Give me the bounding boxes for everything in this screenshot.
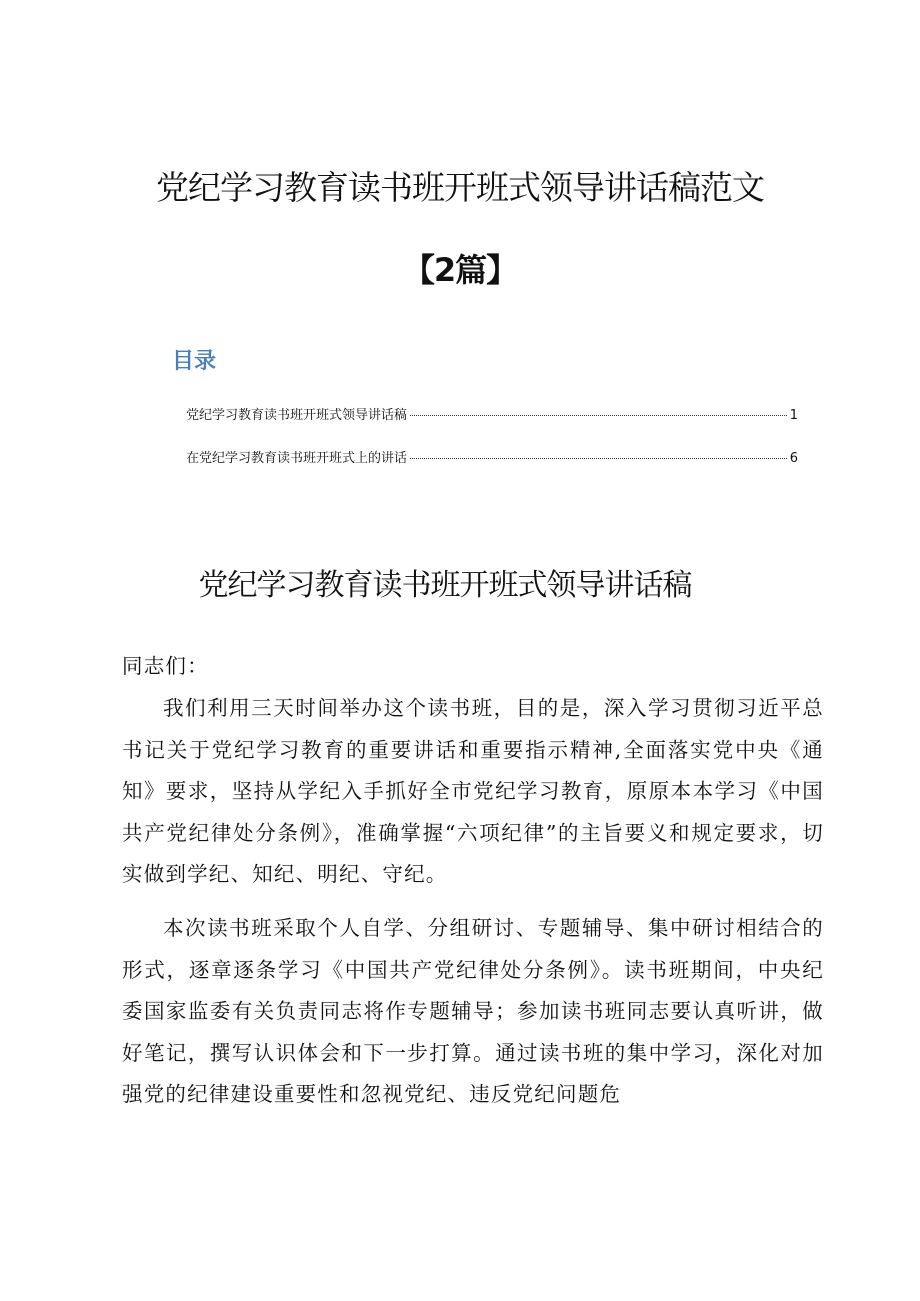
salutation: 同志们：	[122, 654, 209, 678]
toc-entry[interactable]	[186, 404, 798, 423]
section-title: 党纪学习教育读书班开班式领导讲话稿	[198, 568, 692, 603]
toc-heading: 目录	[172, 349, 217, 374]
toc-dot-leader	[410, 458, 787, 459]
document-title-count: 【2篇】	[402, 251, 518, 289]
toc-entry-page: 1	[789, 408, 798, 423]
toc-entry-page: 6	[789, 451, 798, 466]
document-title: 党纪学习教育读书班开班式领导讲话稿范文	[156, 168, 764, 207]
body-paragraph: 本次读书班采取个人自学、分组研讨、专题辅导、集中研讨相结合的形式，逐章逐条学习《中国共产党纪律处分条例》。读书班期间，中央纪委国家监委有关负责同志将作专题辅导；参加读书班同志要认真听讲，做好笔记，撰写认识体会和下一步打算。通过读书班的集中学习，深化对加强党的纪律建设重要性和忽视党纪、违反党纪问题危	[122, 916, 824, 1106]
body-paragraph: 我们利用三天时间举办这个读书班，目的是，深入学习贯彻习近平总书记关于党纪学习教育的重要讲话和重要指示精神,全面落实党中央《通知》要求，坚持从学纪入手抓好全市党纪学习教育，原原本本学习《中国共产党纪律处分条例》，准确掌握“六项纪律”的主旨要义和规定要求，切实做到学纪、知纪、明纪、守纪。	[122, 696, 824, 886]
toc-entry-title[interactable]: 党纪学习教育读书班开班式领导讲话稿	[186, 408, 408, 423]
toc-entry-title[interactable]: 在党纪学习教育读书班开班式上的讲话	[186, 451, 408, 466]
toc-dot-leader	[410, 415, 787, 416]
toc-entry[interactable]	[186, 447, 798, 466]
